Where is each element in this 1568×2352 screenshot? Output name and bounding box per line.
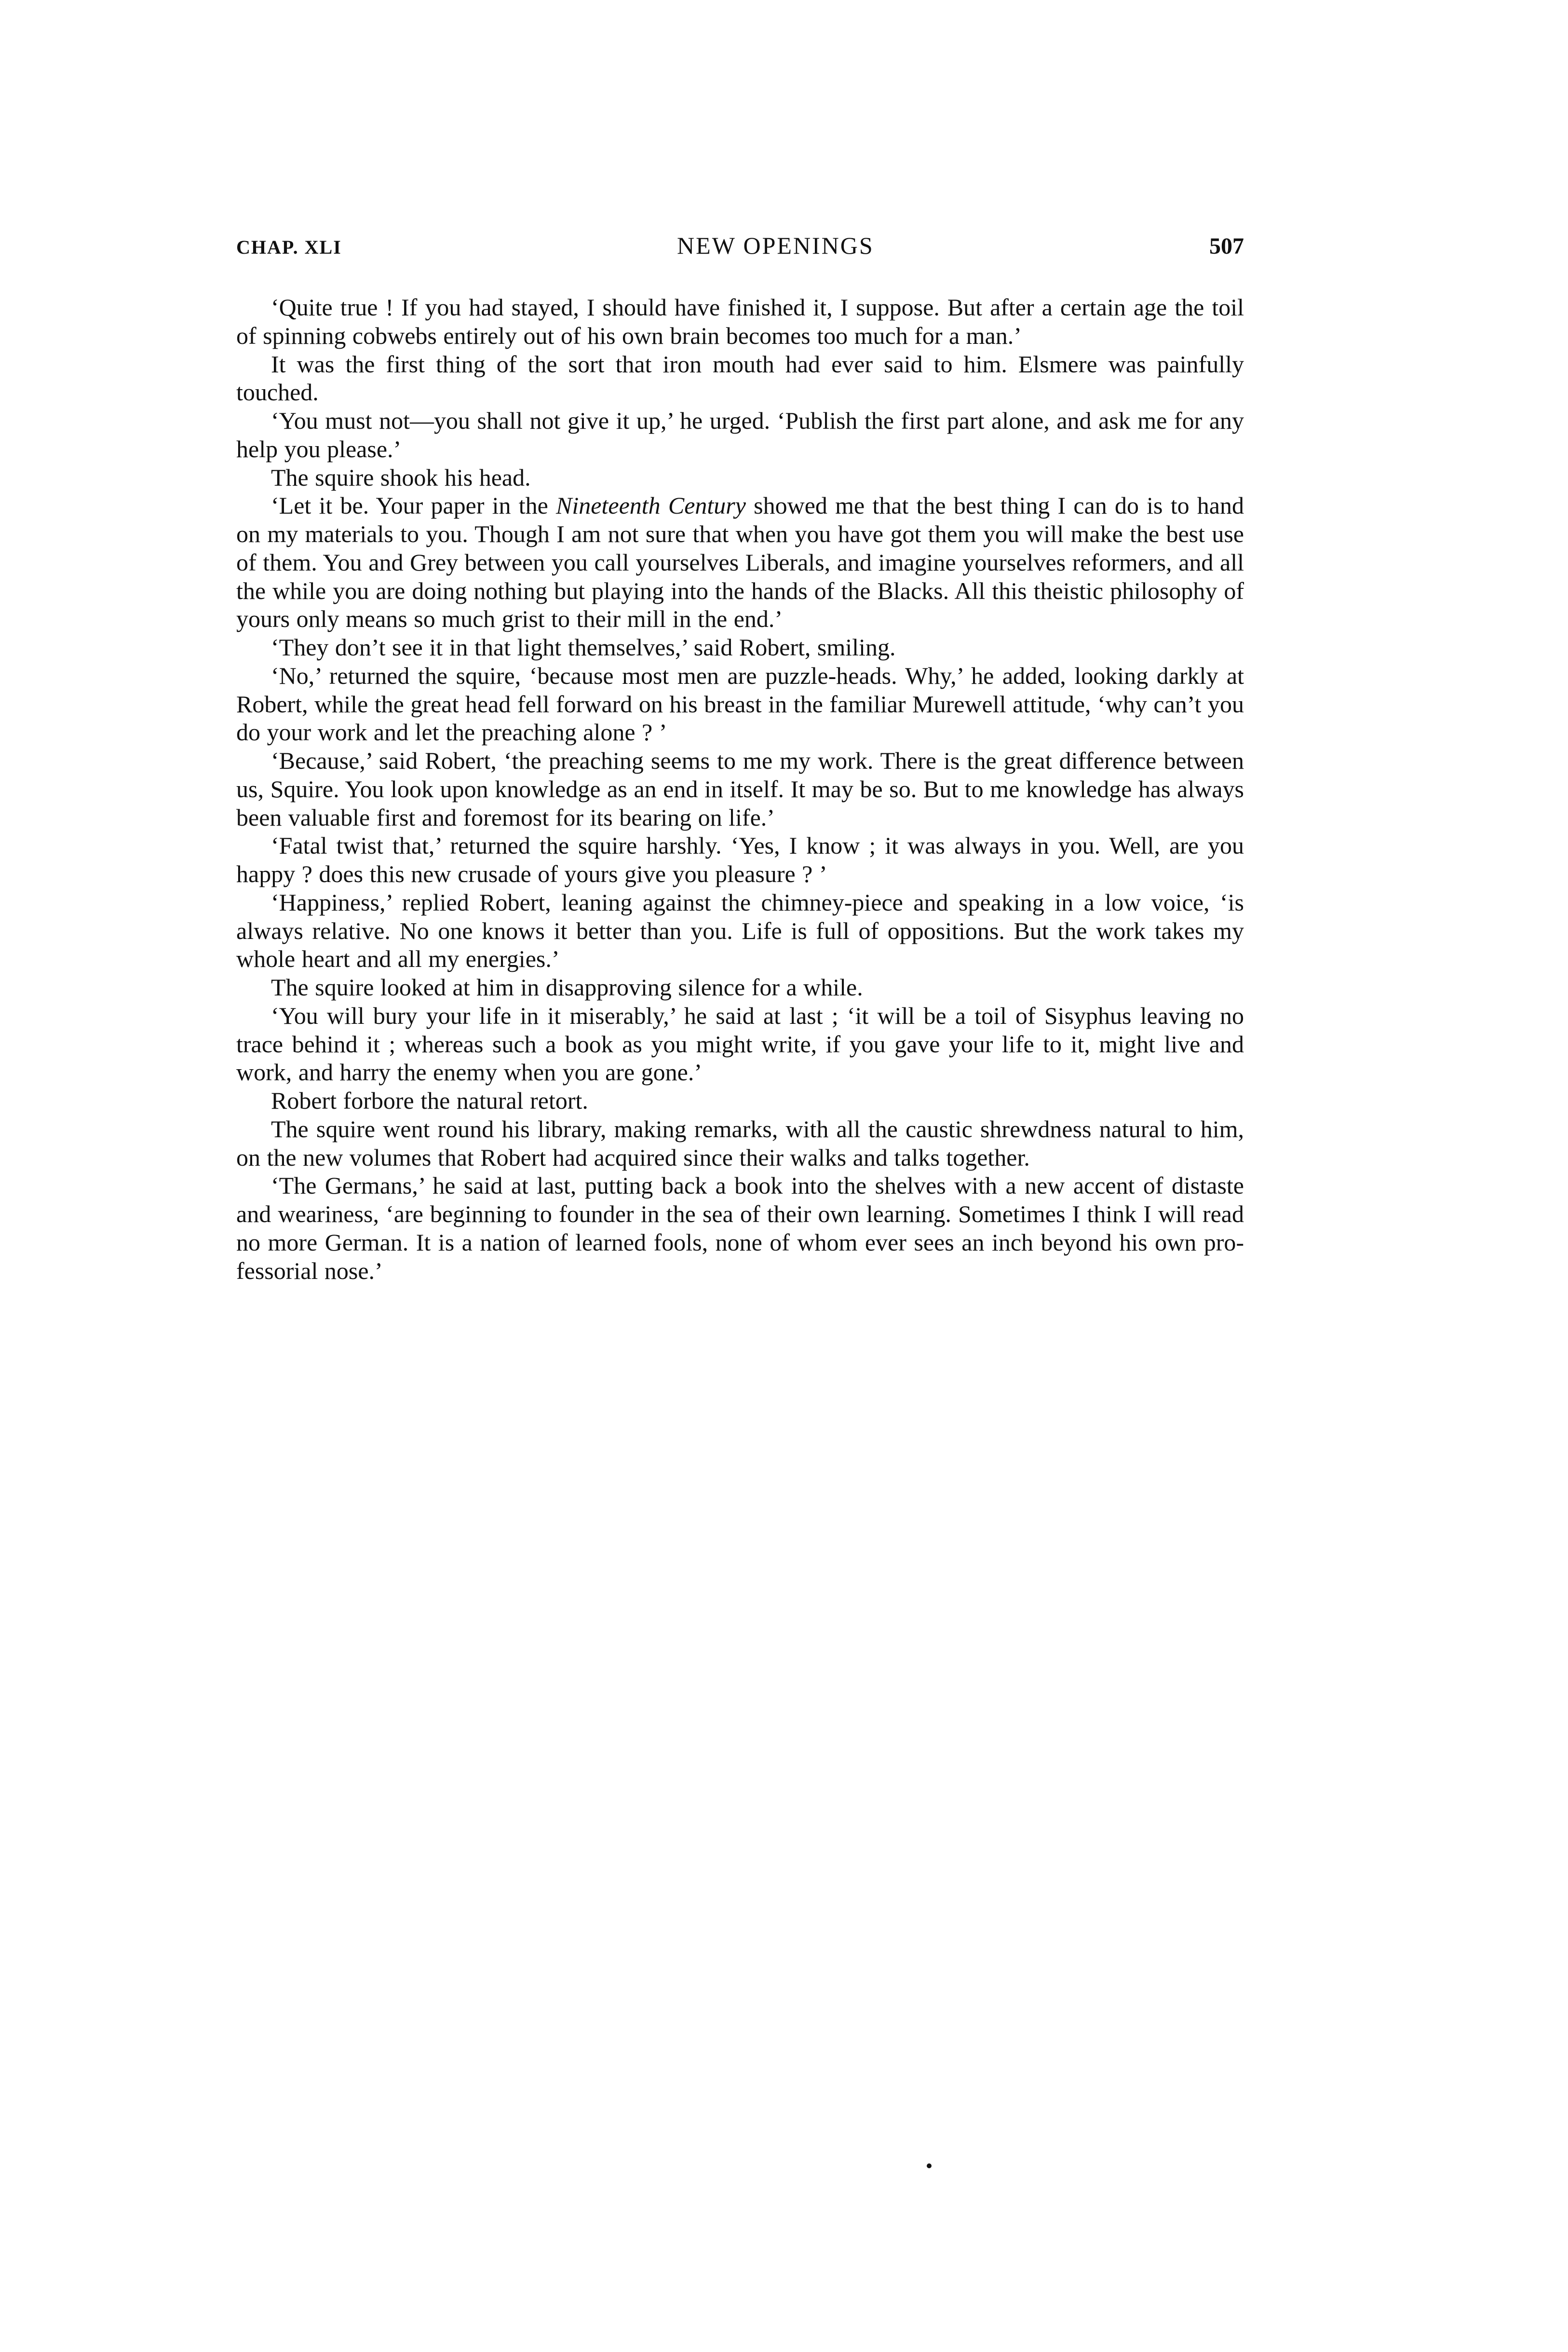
paragraph: Robert forbore the natural retort.	[271, 1087, 588, 1114]
paragraph: ‘You must not—you shall not give it up,’ he urged. ‘Publish the first part alone, and ask me for any help you please.’	[236, 407, 1244, 462]
paragraph: It was the first thing of the sort that iron mouth had ever said to him. Elsmere was painfully touched.	[236, 350, 1244, 406]
running-head	[236, 231, 1244, 259]
page-content	[236, 231, 1244, 1285]
chapter-label: CHAP. XLI	[236, 236, 342, 258]
paragraph: ‘Let it be. Your paper in the Nineteenth Century showed me that the best thing I can do is to hand on my materials to you. Though I am not sure that when you have got them you will make the best use of them. You and Grey between you call yourselves Liberals, and imagine yourselves reformers, and all the while you are doing nothing but playing into the hands of the Blacks. All this theistic philosophy of yours only means so much grist to their mill in the end.’	[236, 492, 1244, 633]
italic-text: Nineteenth Century	[556, 492, 746, 519]
paragraph: The squire went round his library, making remarks, with all the caustic shrewdness natural to him, on the new volumes that Robert had acquired since their walks and talks together.	[236, 1115, 1244, 1171]
page-title: NEW OPENINGS	[677, 232, 874, 259]
paragraph: ‘Quite true ! If you had stayed, I should have finished it, I suppose. But after a certain age the toil of spinning cobwebs entirely out of his own brain becomes too much for a man.’	[236, 294, 1244, 349]
paragraph: ‘Happiness,’ replied Robert, leaning against the chimney-piece and speaking in a low voice, ‘is always relative. No one knows it better than you. Life is full of oppositions. But the work takes my whole heart and all my energies.’	[236, 888, 1244, 973]
paragraph: ‘Fatal twist that,’ returned the squire harshly. ‘Yes, I know ; it was always in you. Well, are you happy ? does this new crusade of yours give you pleasure ? ’	[236, 832, 1244, 887]
page-footer-mark	[927, 2163, 932, 2168]
page-number: 507	[1209, 233, 1244, 259]
body-text	[236, 293, 1244, 1285]
paragraph: ‘Because,’ said Robert, ‘the preaching seems to me my work. There is the great difference between us, Squire. You look upon knowledge as an end in itself. It may be so. But to me knowledge has always been valuable first and foremost for its bearing on life.’	[236, 747, 1244, 831]
paragraph: ‘You will bury your life in it miserably,’ he said at last ; ‘it will be a toil of Sisyphus leaving no trace behind it ; whereas such a book as you might write, if you gave your life to it, might live and work, and harry the enemy when you are gone.’	[236, 1002, 1244, 1086]
paragraph: The squire shook his head.	[271, 463, 531, 491]
paragraph: ‘No,’ returned the squire, ‘because most men are puzzle-heads. Why,’ he added, looking darkly at Robert, while the great head fell forward on his breast in the familiar Murewell attitude, ‘why can’t you do your work and let the preaching alone ? ’	[236, 662, 1244, 746]
paragraph: ‘The Germans,’ he said at last, putting back a book into the shelves with a new accent of distaste and weariness, ‘are beginning to founder in the sea of their own learning. Sometimes I think I will read no more German. It is a nation of learned fools, none of whom ever sees an inch beyond his own pro-fessorial nose.’	[236, 1172, 1244, 1284]
paragraph: ‘They don’t see it in that light themselves,’ said Robert, smiling.	[271, 634, 896, 661]
paragraph: The squire looked at him in disapproving silence for a while.	[271, 974, 863, 1001]
